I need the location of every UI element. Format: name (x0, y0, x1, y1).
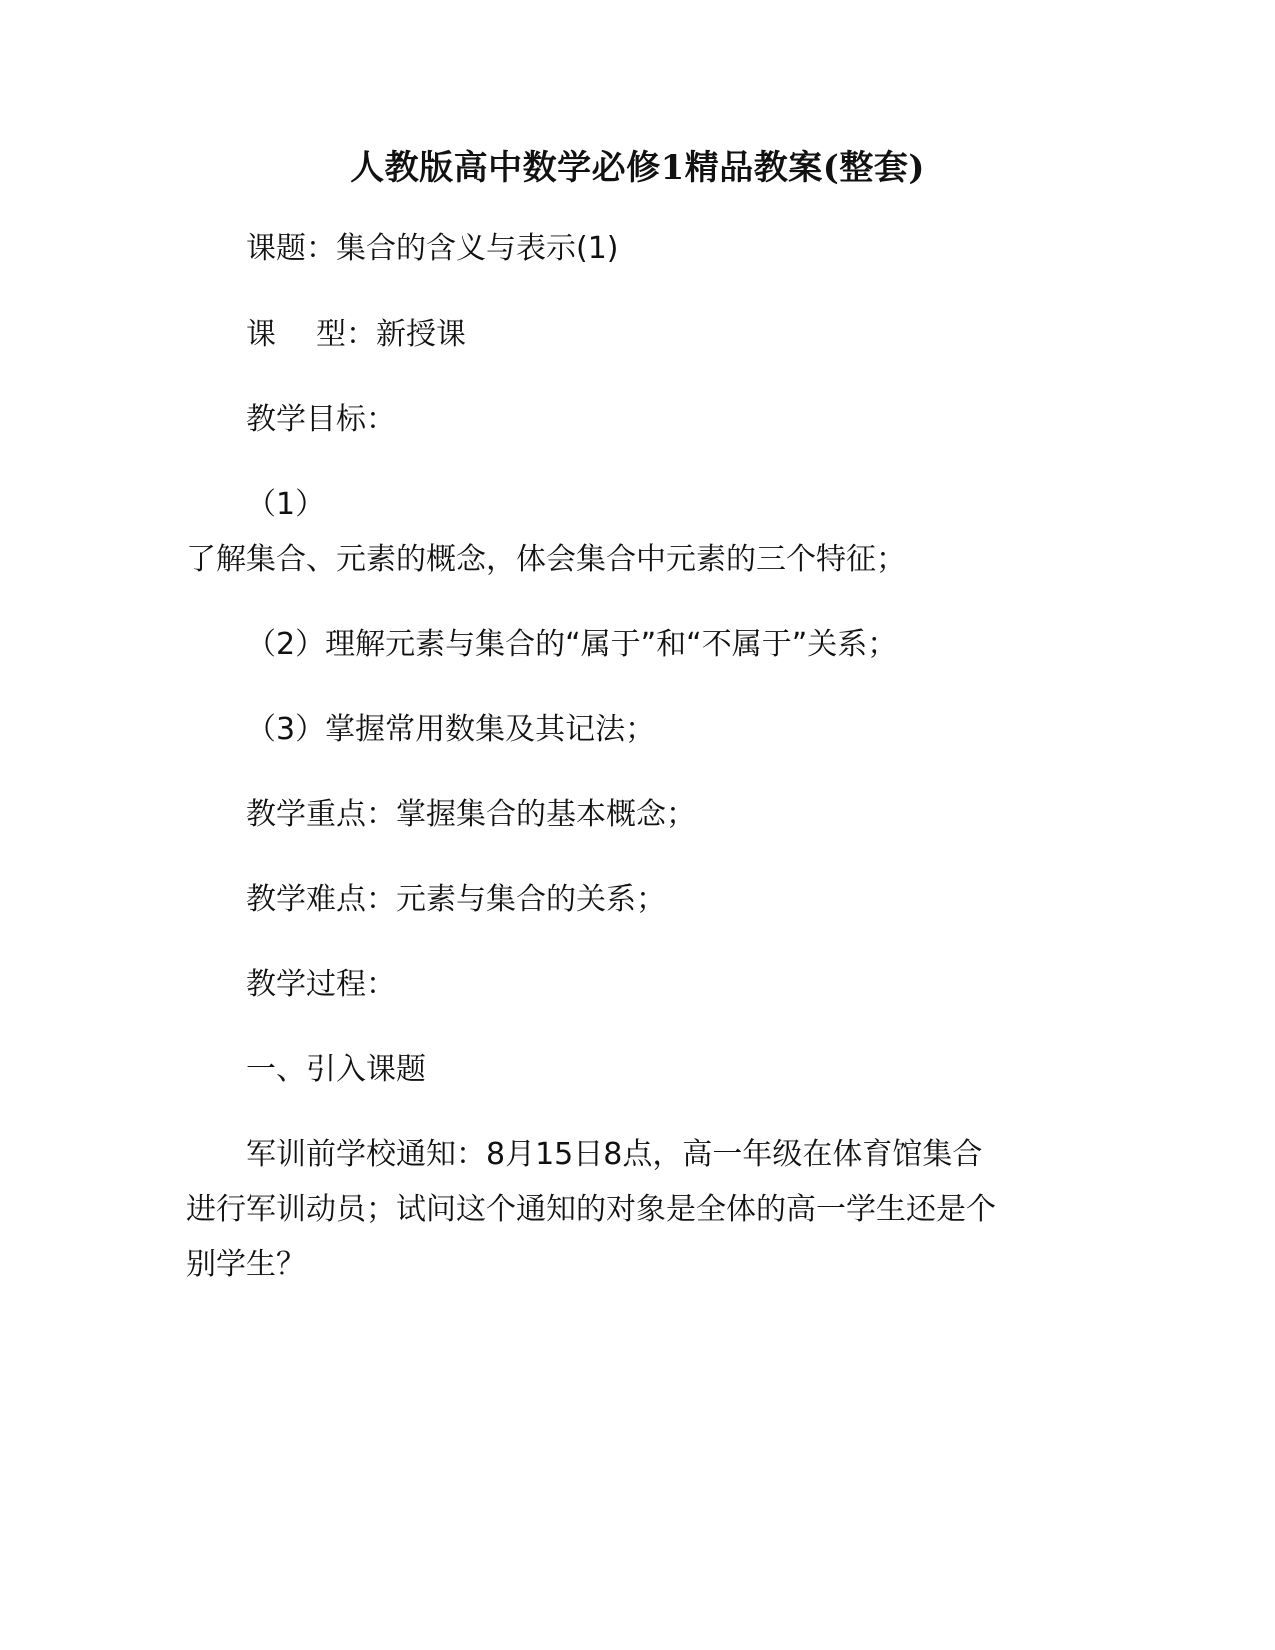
key-point: 教学重点：掌握集合的基本概念； (246, 797, 696, 832)
paragraph-line-3: 别学生？ (186, 1247, 306, 1282)
objective-2: （2）理解元素与集合的“属于”和“不属于”关系； (246, 627, 898, 662)
objective-1-number: （1） (246, 487, 326, 522)
objective-3: （3）掌握常用数集及其记法； (246, 712, 656, 747)
lesson-type (246, 316, 466, 354)
lesson-topic: 课题：集合的含义与表示(1) (246, 231, 619, 266)
lesson-type-label-b: 型：新授课 (316, 317, 466, 352)
paragraph-line-1: 军训前学校通知：8月15日8点，高一年级在体育馆集合 (246, 1137, 983, 1172)
process-heading: 教学过程： (246, 967, 396, 1002)
objective-1-text: 了解集合、元素的概念，体会集合中元素的三个特征； (186, 542, 906, 577)
lesson-type-label-a: 课 (246, 317, 276, 352)
document-title: 人教版高中数学必修1精品教案(整套) (350, 148, 925, 188)
section-1-heading: 一、引入课题 (246, 1052, 426, 1087)
difficult-point: 教学难点：元素与集合的关系； (246, 882, 666, 917)
paragraph-line-2: 进行军训动员；试问这个通知的对象是全体的高一学生还是个 (186, 1192, 996, 1227)
objectives-heading: 教学目标： (246, 402, 396, 437)
